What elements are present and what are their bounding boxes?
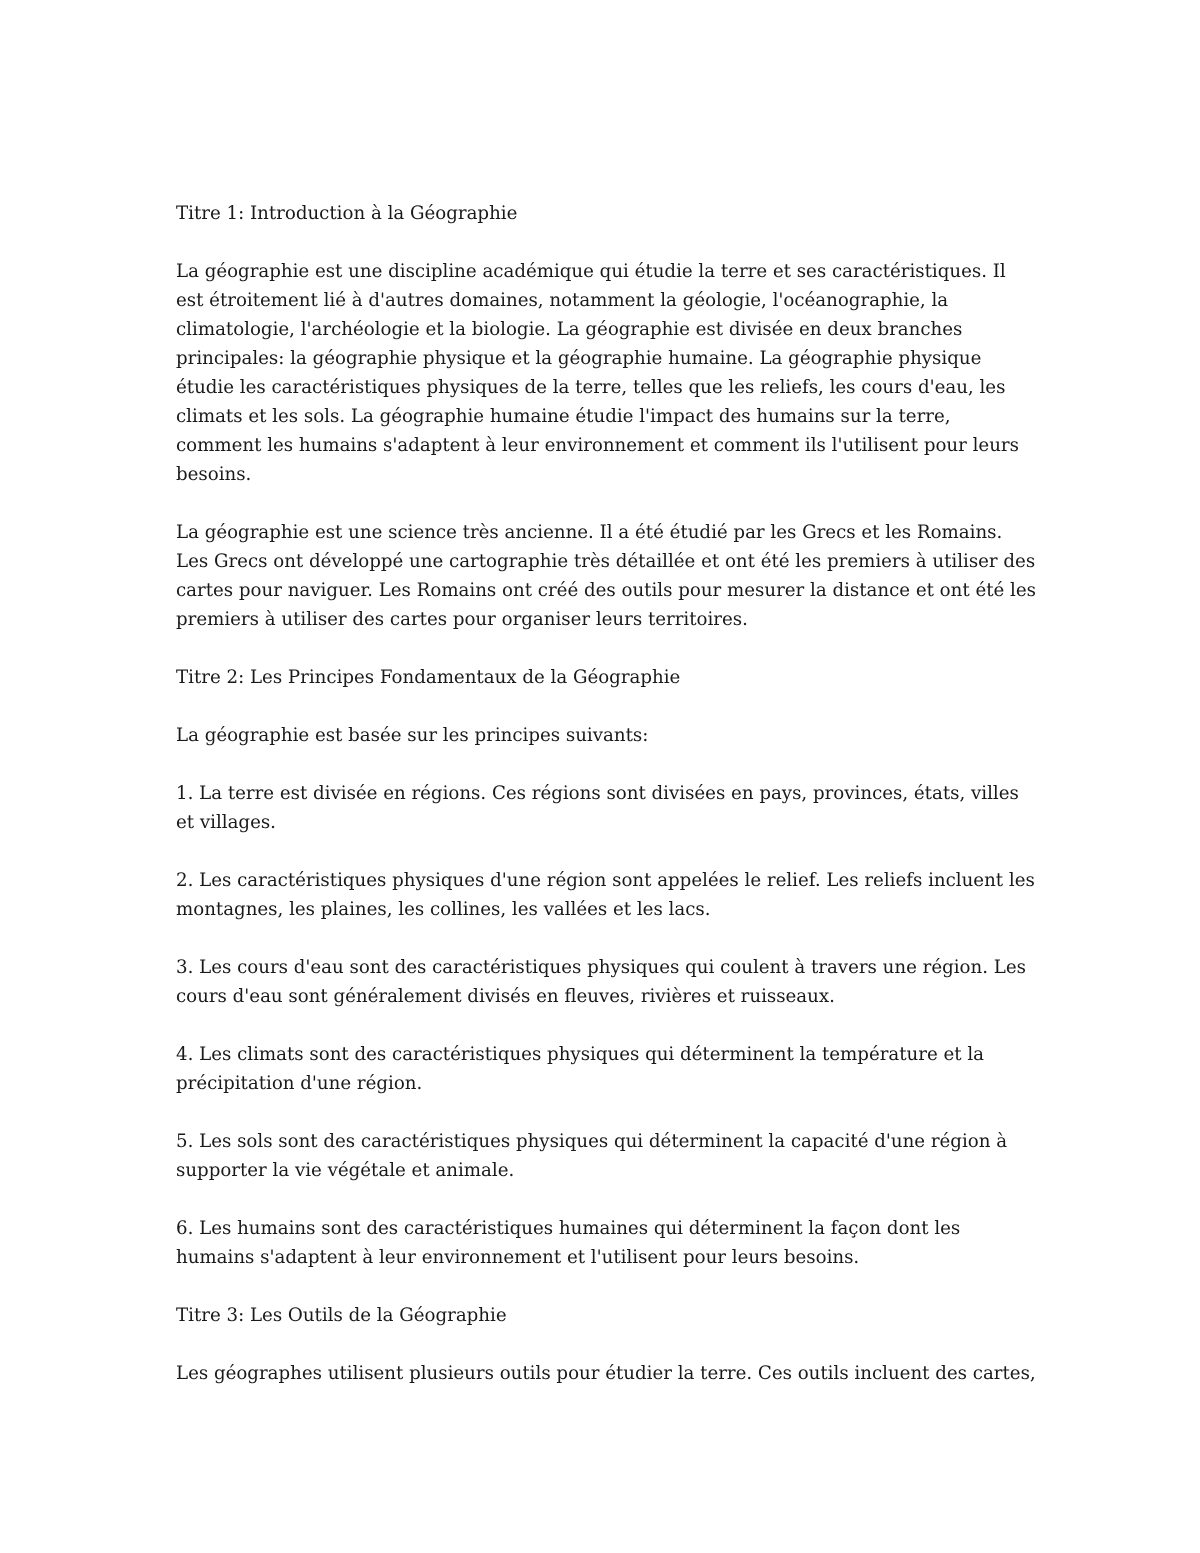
section-heading-3: Titre 3: Les Outils de la Géographie [176, 1305, 507, 1326]
document-body [176, 199, 1036, 1417]
paragraph-tools-1: Les géographes utilisent plusieurs outils pour étudier la terre. Ces outils incluent des cartes, [176, 1363, 1036, 1384]
paragraph-principles-intro: La géographie est basée sur les principes suivants: [176, 725, 649, 746]
list-item-principle-3: 3. Les cours d'eau sont des caractéristiques physiques qui coulent à travers une région. Les cours d'eau sont généralement divisés en fleuves, rivières et ruisseaux. [176, 957, 1026, 1007]
list-item-principle-5: 5. Les sols sont des caractéristiques physiques qui déterminent la capacité d'une région à supporter la vie végétale et animale. [176, 1131, 1008, 1181]
paragraph-intro-2: La géographie est une science très ancienne. Il a été étudié par les Grecs et les Romains. Les Grecs ont développé une cartographie très détaillée et ont été les premiers à utiliser des cartes pour naviguer. Les Romains ont créé des outils pour mesurer la distance et ont été les premiers à utiliser des cartes pour organiser leurs territoires. [176, 522, 1036, 630]
section-heading-2: Titre 2: Les Principes Fondamentaux de la Géographie [176, 667, 681, 688]
list-item-principle-2: 2. Les caractéristiques physiques d'une région sont appelées le relief. Les reliefs incluent les montagnes, les plaines, les collines, les vallées et les lacs. [176, 870, 1035, 920]
list-item-principle-1: 1. La terre est divisée en régions. Ces régions sont divisées en pays, provinces, états, villes et villages. [176, 783, 1019, 833]
paragraph-intro-1: La géographie est une discipline académique qui étudie la terre et ses caractéristiques. Il est étroitement lié à d'autres domaines, notamment la géologie, l'océanographie, la climatologie, l'archéologie et la biologie. La géographie est divisée en deux branches principales: la géographie physique et la géographie humaine. La géographie physique étudie les caractéristiques physiques de la terre, telles que les reliefs, les cours d'eau, les climats et les sols. La géographie humaine étudie l'impact des humains sur la terre, comment les humains s'adaptent à leur environnement et comment ils l'utilisent pour leurs besoins. [176, 261, 1019, 485]
list-item-principle-6: 6. Les humains sont des caractéristiques humaines qui déterminent la façon dont les humains s'adaptent à leur environnement et l'utilisent pour leurs besoins. [176, 1218, 961, 1268]
section-heading-1: Titre 1: Introduction à la Géographie [176, 203, 518, 224]
list-item-principle-4: 4. Les climats sont des caractéristiques physiques qui déterminent la température et la précipitation d'une région. [176, 1044, 985, 1094]
